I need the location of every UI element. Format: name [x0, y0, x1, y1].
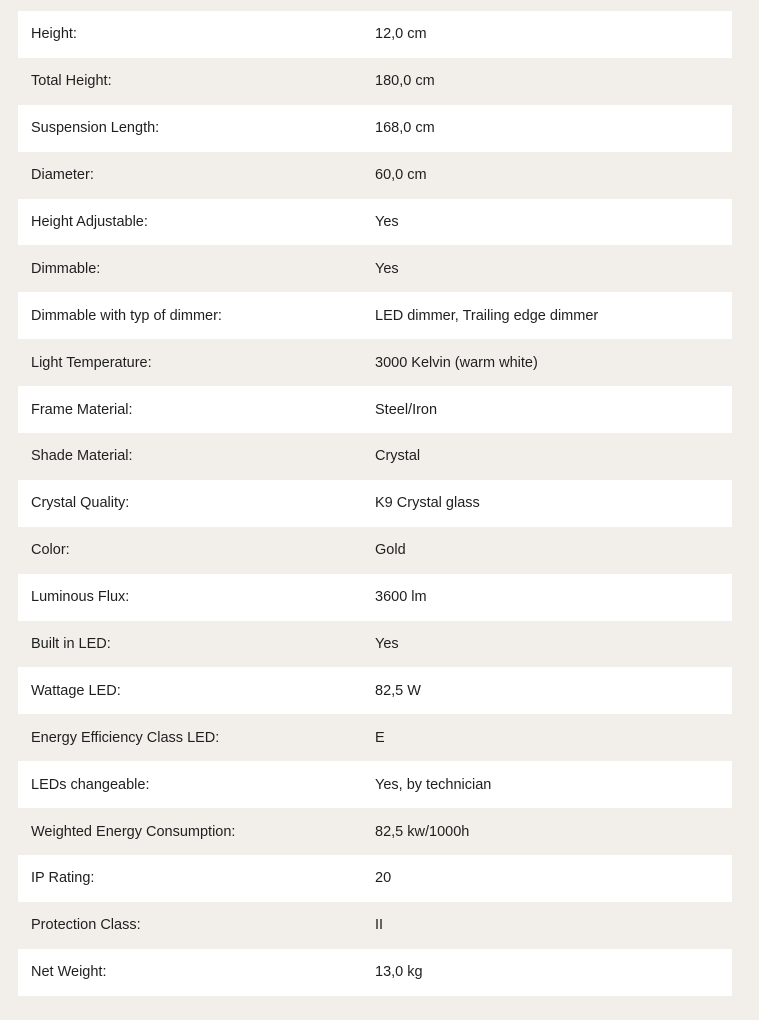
spec-label: Suspension Length:: [31, 120, 160, 137]
spec-label: Diameter:: [31, 167, 94, 184]
spec-value: 180,0 cm: [375, 73, 435, 90]
spec-row-built-in-led: [18, 621, 732, 668]
spec-label: Net Weight:: [31, 964, 107, 981]
spec-row-suspension-length: [18, 105, 732, 152]
spec-value: II: [375, 917, 384, 934]
spec-value: E: [375, 729, 385, 746]
spec-row-height-adjustable: [18, 199, 732, 246]
spec-value: 82,5 W: [375, 682, 421, 699]
spec-row-leds-changeable: [18, 761, 732, 808]
spec-value: Yes, by technician: [375, 776, 492, 793]
spec-label: Dimmable:: [31, 260, 101, 277]
spec-label: Height Adjustable:: [31, 214, 148, 230]
spec-label: Weighted Energy Consumption:: [31, 823, 236, 840]
spec-value: 13,0 kg: [375, 964, 423, 981]
spec-label: Built in LED:: [31, 636, 111, 653]
spec-label: Light Temperature:: [31, 354, 152, 371]
spec-value: Crystal: [375, 448, 421, 465]
spec-value: 168,0 cm: [375, 120, 435, 137]
spec-label: Wattage LED:: [31, 682, 121, 699]
spec-row-height: [18, 11, 732, 58]
spec-row-dimmer-type: [18, 292, 732, 339]
spec-row-dimmable: [18, 245, 732, 292]
spec-label: Color:: [31, 542, 70, 559]
spec-value: 3000 Kelvin (warm white): [375, 354, 538, 371]
spec-value: Yes: [375, 214, 399, 230]
spec-row-ip-rating: [18, 855, 732, 902]
spec-value: 12,0 cm: [375, 26, 427, 43]
spec-row-energy-efficiency-class: [18, 714, 732, 761]
spec-label: Frame Material:: [31, 401, 133, 418]
spec-value: 82,5 kw/1000h: [375, 823, 470, 840]
spec-table: [18, 11, 732, 996]
spec-row-light-temperature: [18, 339, 732, 386]
spec-row-protection-class: [18, 902, 732, 949]
spec-label: Shade Material:: [31, 448, 133, 465]
spec-row-wattage-led: [18, 667, 732, 714]
spec-row-weighted-energy-consumption: [18, 808, 732, 855]
spec-value: K9 Crystal glass: [375, 495, 480, 512]
spec-value: Steel/Iron: [375, 401, 438, 418]
spec-row-color: [18, 527, 732, 574]
spec-row-diameter: [18, 152, 732, 199]
spec-row-net-weight: [18, 949, 732, 996]
spec-label: LEDs changeable:: [31, 776, 150, 793]
spec-label: Total Height:: [31, 73, 112, 90]
spec-value: 3600 lm: [375, 589, 427, 606]
spec-value: LED dimmer, Trailing edge dimmer: [375, 307, 599, 324]
spec-label: Height:: [31, 26, 77, 43]
spec-value: 20: [375, 870, 392, 887]
spec-label: IP Rating:: [31, 870, 95, 887]
spec-row-crystal-quality: [18, 480, 732, 527]
spec-row-shade-material: [18, 433, 732, 480]
spec-label: Dimmable with typ of dimmer:: [31, 307, 222, 324]
spec-value: 60,0 cm: [375, 167, 427, 184]
spec-label: Energy Efficiency Class LED:: [31, 729, 220, 746]
spec-label: Crystal Quality:: [31, 495, 130, 512]
spec-row-total-height: [18, 58, 732, 105]
spec-row-luminous-flux: [18, 574, 732, 621]
spec-row-frame-material: [18, 386, 732, 433]
spec-label: Protection Class:: [31, 917, 141, 934]
spec-value: Yes: [375, 636, 399, 653]
spec-value: Gold: [375, 542, 406, 559]
spec-value: Yes: [375, 260, 399, 277]
spec-label: Luminous Flux:: [31, 589, 130, 606]
